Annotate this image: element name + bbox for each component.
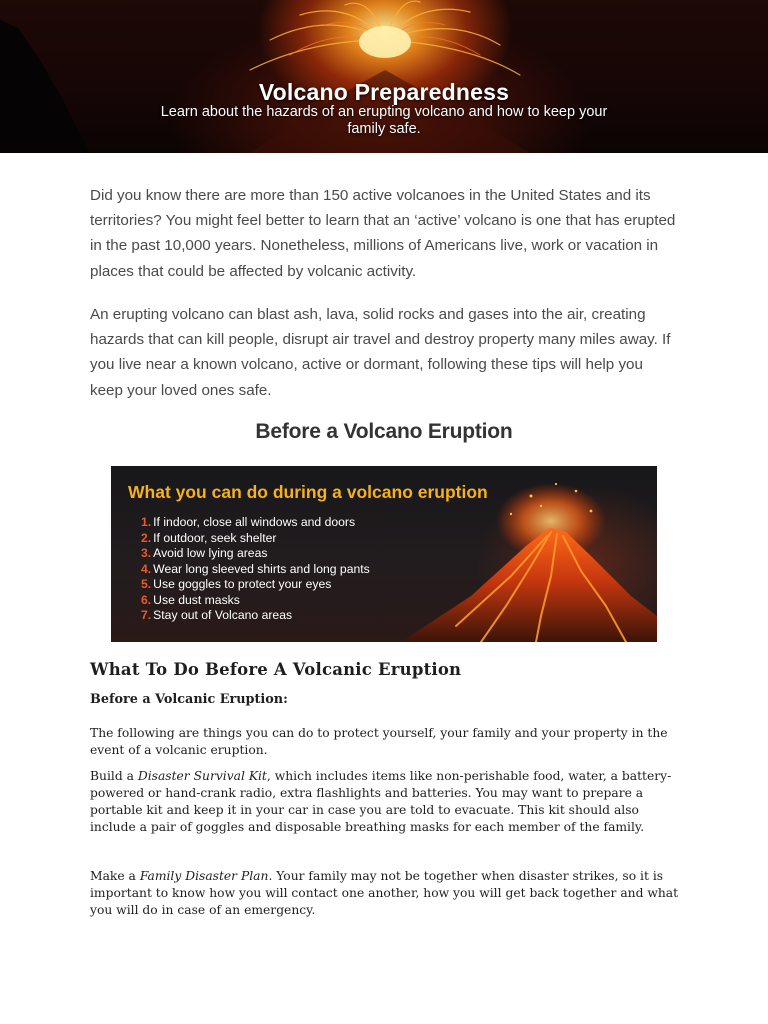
list-item: 7. Stay out of Volcano areas: [141, 608, 293, 622]
hero-banner: [0, 0, 768, 153]
eruption-infographic: [111, 466, 657, 642]
before-subheading: Before a Volcanic Eruption:: [90, 692, 288, 707]
survival-kit-paragraph: Build a Disaster Survival Kit, which includes items like non-perishable food, water, a battery-powered or hand-crank radio, extra flashlights and batteries. You may want to prepare a portable kit and keep it in your car in case you are told to evacuate. This kit should also include a pair of goggles and disposable breathing masks for each member of the family.: [90, 769, 672, 834]
list-item: 2. If outdoor, seek shelter: [141, 530, 277, 545]
disaster-plan-paragraph: Make a Family Disaster Plan. Your family may not be together when disaster strikes, so it is important to know how you will contact one another, how you will get back together and what you will do in case of an emergency.: [90, 869, 679, 917]
disaster-plan-term: Family Disaster Plan: [139, 869, 269, 883]
list-item: 1. If indoor, close all windows and doors: [141, 515, 356, 529]
infographic-list: [141, 515, 370, 624]
before-heading: What To Do Before A Volcanic Eruption: [90, 660, 462, 679]
list-item: 6. Use dust masks: [141, 592, 240, 607]
section-heading: Before a Volcano Eruption: [255, 420, 513, 443]
list-item: 4. Wear long sleeved shirts and long pants: [141, 561, 370, 576]
intro-paragraph-2: An erupting volcano can blast ash, lava, solid rocks and gases into the air, creating hazards that can kill people, disrupt air travel and destroy property many miles away. If you live near a known volcano, active or dormant, following these tips will help you keep your loved ones safe.: [90, 306, 671, 399]
page-subtitle: Learn about the hazards of an erupting volcano and how to keep your family safe.: [160, 104, 608, 137]
list-item: 3. Avoid low lying areas: [141, 546, 268, 560]
survival-kit-term: Disaster Survival Kit: [137, 769, 267, 783]
before-paragraph-1: The following are things you can do to protect yourself, your family and your property in the event of a volcanic eruption.: [90, 726, 668, 757]
infographic-title: What you can do during a volcano eruption: [128, 482, 488, 502]
page-title: Volcano Preparedness: [258, 79, 510, 105]
list-item: 5. Use goggles to protect your eyes: [141, 577, 332, 591]
intro-paragraph-1: Did you know there are more than 150 active volcanoes in the United States and its territories? You might feel better to learn that an ‘active’ volcano is one that has erupted in the past 10,000 years. Nonetheless, millions of Americans live, work or vacation in places that could be affected by volcanic activity.: [90, 187, 676, 280]
